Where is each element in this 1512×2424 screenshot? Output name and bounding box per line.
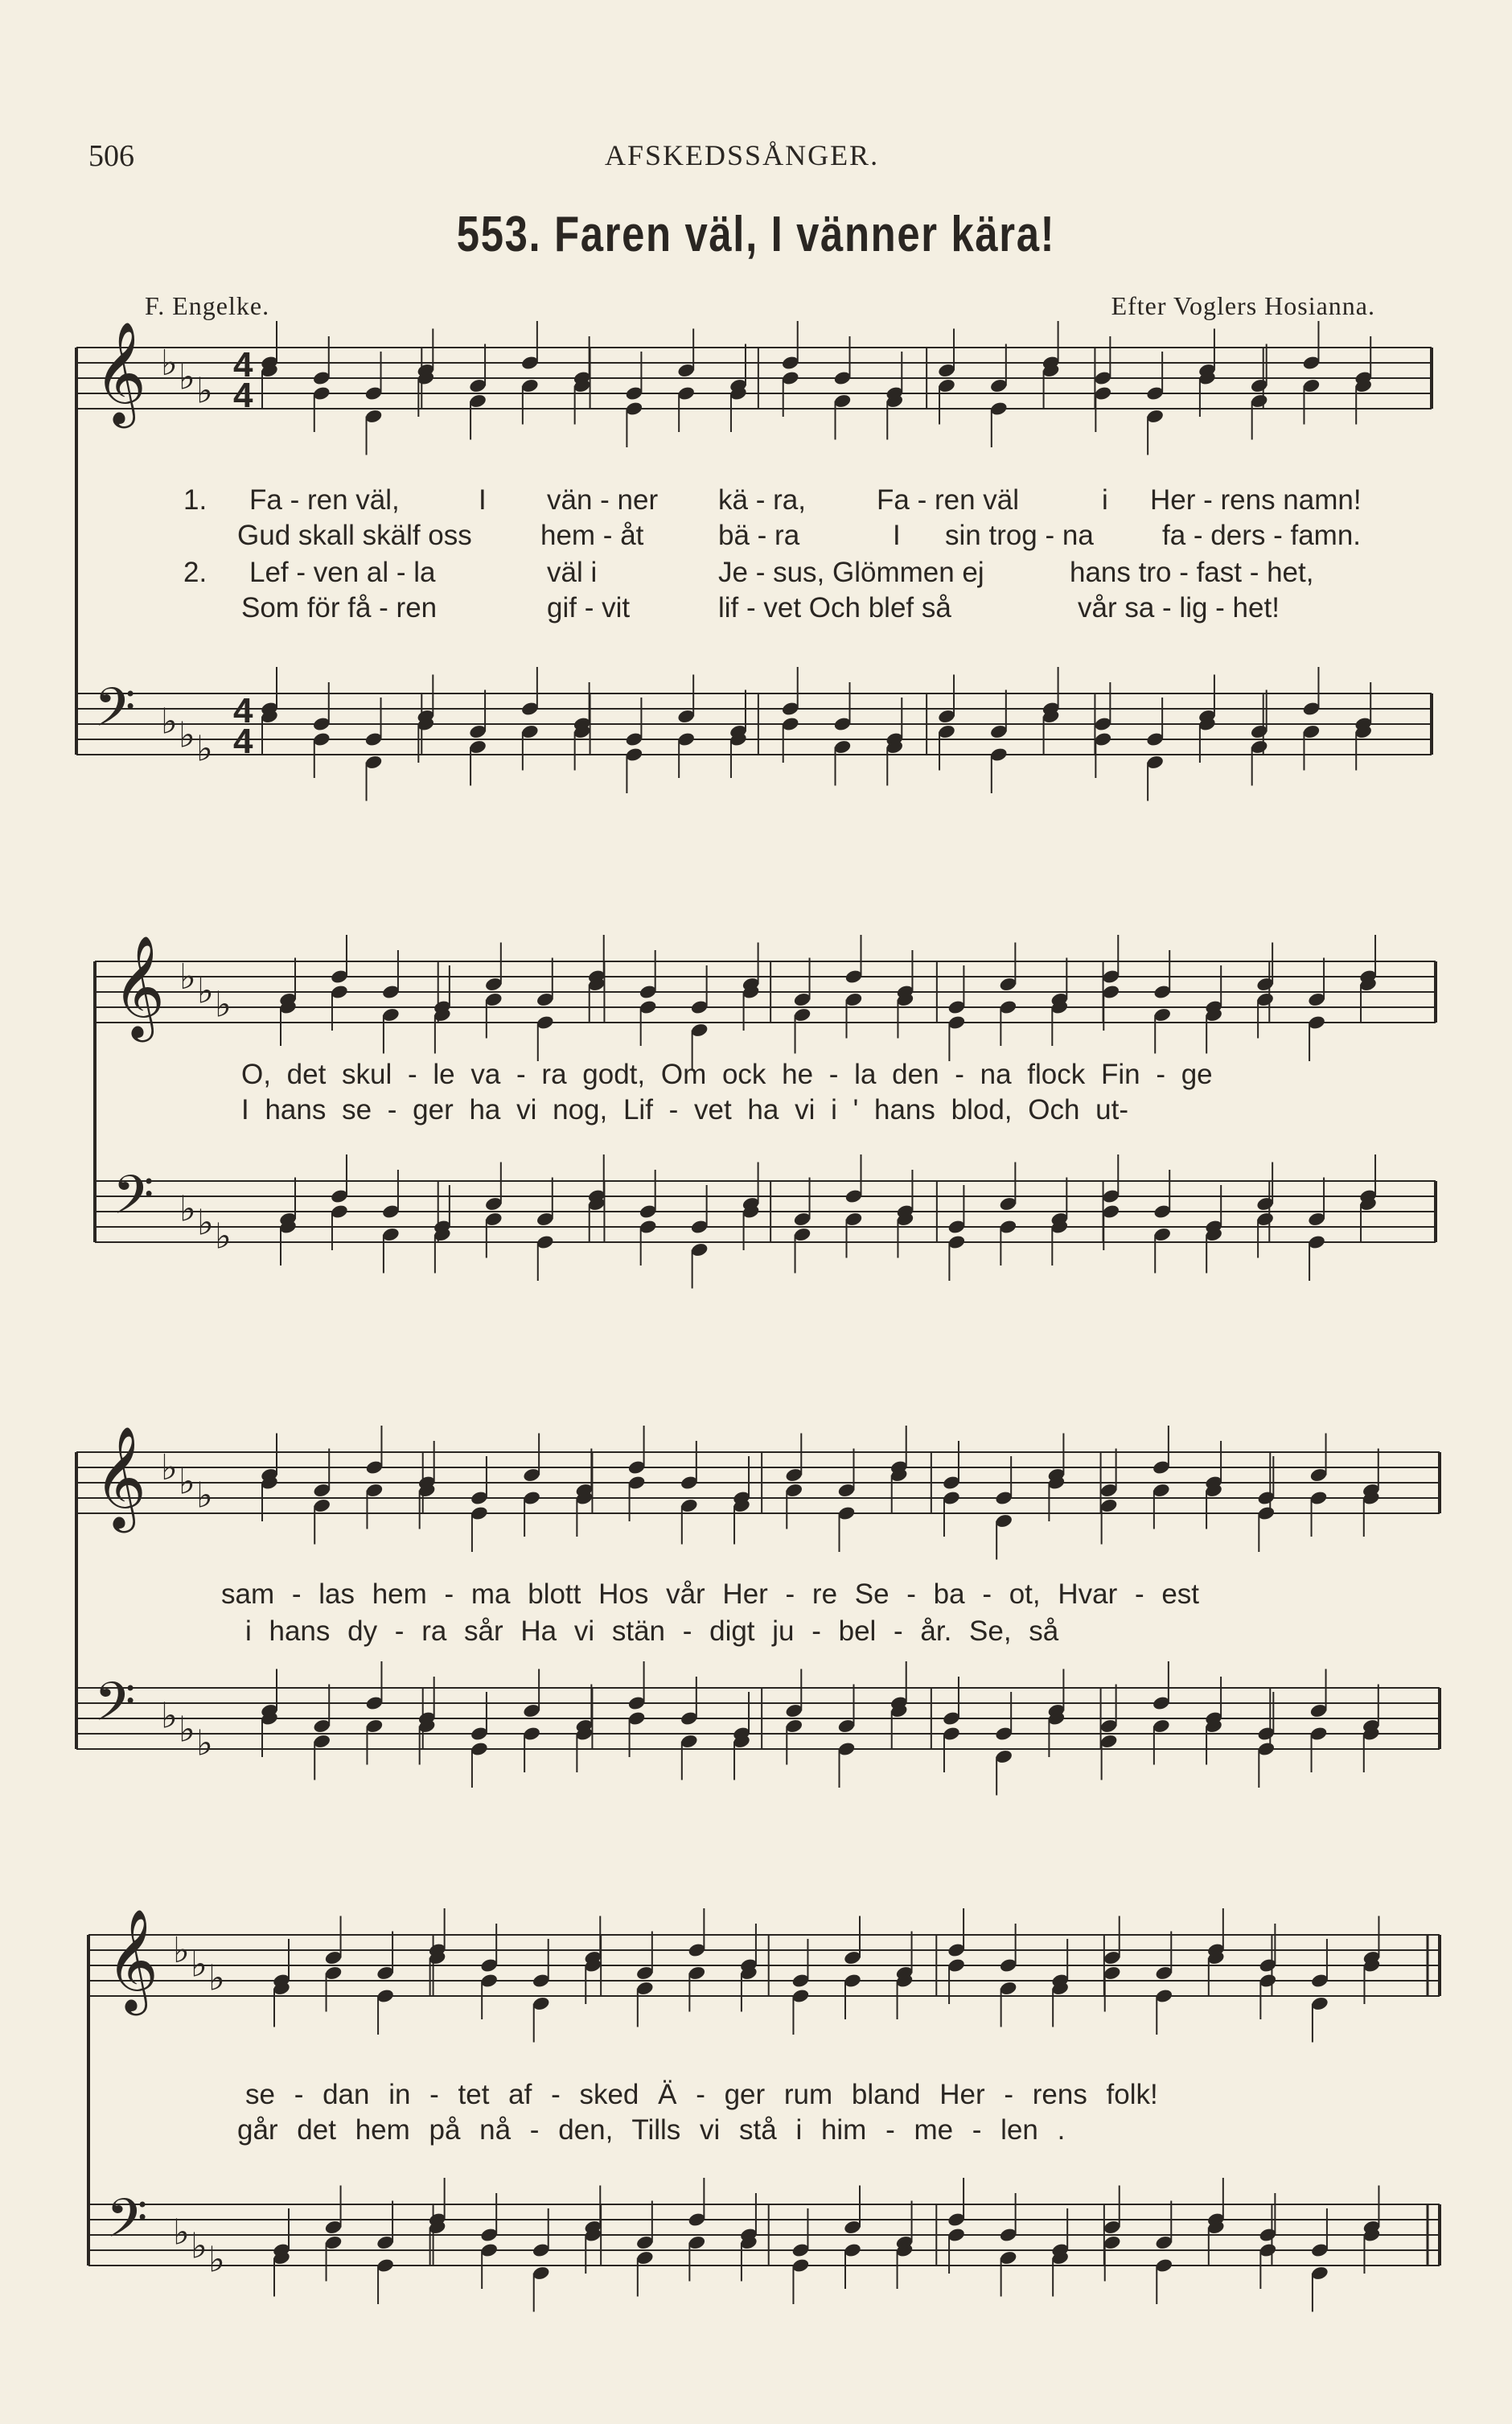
lyric-syllables: I (893, 520, 901, 551)
flat-sign: ♭ (215, 984, 232, 1026)
lyric-syllables: hem - åt (540, 520, 644, 551)
lyric-syllables: lif - vet Och blef så (718, 592, 951, 623)
lyric-syllables: fa - ders - famn. (1162, 520, 1362, 551)
lyric-verse-number: 2. (183, 557, 207, 588)
flat-sign: ♭ (191, 1944, 207, 1986)
system-3-lyric-line-1: sam - las hem - ma blott Hos vår Her - re Se - ba - ot, Hvar - est (221, 1578, 1200, 1610)
flat-sign: ♭ (196, 1475, 213, 1517)
system-3-lyric-line-2: i hans dy - ra sår Ha vi stän - digt ju - bel - år. Se, så (245, 1615, 1059, 1647)
lyric-syllables: Lef - ven al - la (249, 557, 436, 588)
lyric-syllables: sin trog - na (945, 520, 1094, 551)
lyric-syllables: Her - rens namn! (1150, 484, 1362, 516)
lyric-syllables: gif - vit (547, 592, 631, 623)
song-title: 553. Faren väl, I vänner kära! (456, 207, 1056, 262)
flat-sign: ♭ (197, 970, 214, 1012)
composer-credit: F. Engelke. (145, 291, 270, 320)
lyric-verse-number: 1. (183, 484, 207, 516)
lyric-syllables: Gud skall skälf oss (237, 520, 472, 551)
time-signature-numerator: 4 (233, 691, 253, 731)
flat-sign: ♭ (161, 1695, 178, 1737)
flat-sign: ♭ (179, 957, 196, 998)
time-signature-denominator: 4 (233, 376, 253, 416)
flat-sign: ♭ (196, 728, 213, 770)
flat-sign: ♭ (179, 714, 195, 756)
bass-clef: 𝄢 (94, 1671, 136, 1747)
flat-sign: ♭ (179, 1461, 195, 1503)
bass-clef: 𝄢 (106, 2187, 148, 2263)
treble-clef: 𝄞 (94, 1425, 147, 1529)
lyric-syllables: Fa - ren väl, (249, 484, 400, 516)
lyric-syllables: Fa - ren väl (877, 484, 1019, 516)
flat-sign: ♭ (196, 1722, 213, 1764)
flat-sign: ♭ (161, 1447, 178, 1489)
lyric-syllables: hans tro - fast - het, (1070, 557, 1314, 588)
flat-sign: ♭ (215, 1216, 232, 1257)
system-4-lyric-line-1: se - dan in - tet af - sked Ä - ger rum bland Her - rens folk! (245, 2079, 1158, 2110)
flat-sign: ♭ (161, 701, 178, 743)
bass-clef: 𝄢 (94, 677, 136, 752)
lyric-syllables: väl i (547, 557, 598, 588)
flat-sign: ♭ (173, 2212, 190, 2253)
flat-sign: ♭ (173, 1930, 190, 1972)
flat-sign: ♭ (196, 370, 213, 412)
time-signature-denominator: 4 (233, 722, 253, 762)
lyric-syllables: Je - sus, Glömmen ej (718, 557, 984, 588)
flat-sign: ♭ (179, 1709, 195, 1751)
treble-clef: 𝄞 (106, 1908, 159, 2011)
flat-sign: ♭ (179, 356, 195, 398)
flat-sign: ♭ (208, 2239, 225, 2281)
flat-sign: ♭ (161, 343, 178, 385)
system-4-lyric-line-2: går det hem på nå - den, Tills vi stå i him - me - len . (237, 2114, 1066, 2146)
source-credit: Efter Voglers Hosianna. (1111, 291, 1375, 320)
system-2-lyric-line-2: I hans se - ger ha vi nog, Lif - vet ha vi i ' hans blod, Och ut- (241, 1094, 1128, 1126)
flat-sign: ♭ (179, 1188, 196, 1230)
treble-clef: 𝄞 (113, 934, 166, 1038)
time-signature-numerator: 4 (233, 345, 253, 385)
flat-sign: ♭ (191, 2225, 207, 2267)
flat-sign: ♭ (208, 1957, 225, 1999)
bass-clef: 𝄢 (113, 1164, 154, 1240)
lyric-syllables: kä - ra, (718, 484, 806, 516)
lyric-syllables: Som för få - ren (241, 592, 438, 623)
flat-sign: ♭ (197, 1202, 214, 1244)
lyric-syllables: I (479, 484, 487, 516)
system-2-lyric-line-1: O, det skul - le va - ra godt, Om ock he - la den - na flock Fin - ge (241, 1059, 1213, 1090)
treble-clef: 𝄞 (94, 320, 147, 424)
lyric-syllables: vår sa - lig - het! (1078, 592, 1280, 623)
lyric-syllables: bä - ra (718, 520, 800, 551)
running-head: AFSKEDSSÅNGER. (605, 139, 880, 171)
lyric-syllables: i (1102, 484, 1108, 516)
page-number: 506 (88, 139, 134, 173)
lyric-syllables: vän - ner (547, 484, 659, 516)
